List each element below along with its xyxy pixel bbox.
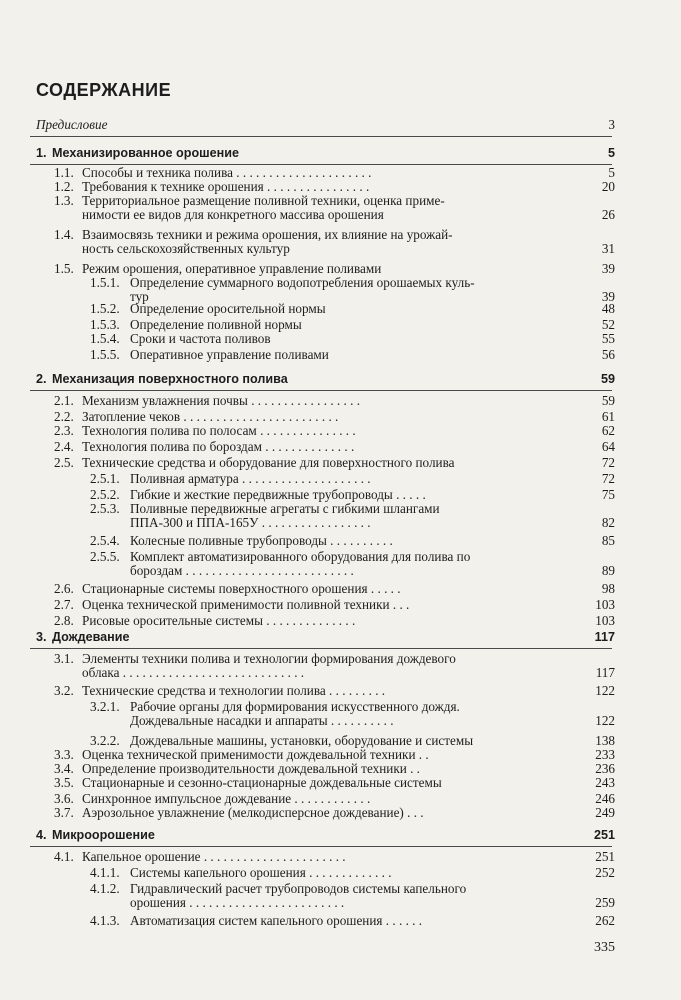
chapter-number: 4.: [36, 828, 47, 842]
chapter-number: 3.: [36, 630, 47, 644]
title-line: Сроки и частота поливов: [130, 331, 271, 346]
section-title: [82, 598, 409, 612]
title-line: Капельное орошение . . . . . . . . . . . . . . . . . . . . . .: [82, 849, 346, 864]
title-line: Режим орошения, оперативное управление поливами: [82, 261, 382, 276]
section-title: [82, 456, 455, 470]
divider: [30, 136, 612, 137]
section-title: [82, 748, 429, 762]
section-number: 3.6.: [54, 791, 74, 806]
title-line: Поливные передвижные агрегаты с гибкими шлангами: [130, 501, 440, 516]
page-number: 122: [595, 683, 615, 698]
page-number: 5: [607, 146, 615, 160]
title-line: Определение поливной нормы: [130, 317, 302, 332]
page-number: 98: [601, 581, 615, 596]
page-number: 251: [595, 849, 615, 864]
section-number: 2.3.: [54, 423, 74, 438]
section-title: [82, 228, 453, 256]
page-number: 26: [601, 207, 615, 222]
section-number: 2.5.5.: [90, 549, 120, 564]
section-title: [82, 582, 401, 596]
page-number: 246: [595, 791, 615, 806]
title-line: Системы капельного орошения . . . . . . . . . . . . .: [130, 865, 392, 880]
section-title: [130, 318, 302, 332]
title-line: Затопление чеков . . . . . . . . . . . . . . . . . . . . . . . .: [82, 409, 339, 424]
divider: [30, 390, 612, 391]
section-title: [82, 762, 420, 776]
section-number: 1.5.1.: [90, 275, 120, 290]
chapter-title: Механизация поверхностного полива: [52, 372, 288, 386]
folio: 335: [594, 940, 615, 955]
section-number: 3.3.: [54, 747, 74, 762]
section-title: [82, 684, 385, 698]
page-number: 39: [601, 289, 615, 304]
chapter-title: Механизированное орошение: [52, 146, 239, 160]
page-title: СОДЕРЖАНИЕ: [36, 80, 172, 100]
page-number: 61: [601, 409, 615, 424]
page-number: 249: [595, 805, 615, 820]
section-number: 3.4.: [54, 761, 74, 776]
section-number: 4.1.3.: [90, 913, 120, 928]
title-line: Определение оросительной нормы: [130, 301, 326, 316]
title-line: Синхронное импульсное дождевание . . . . . . . . . . . .: [82, 791, 371, 806]
section-title: [82, 180, 369, 194]
title-line: Взаимосвязь техники и режима орошения, их влияние на урожай-: [82, 227, 453, 242]
page-number: 75: [601, 487, 615, 502]
section-number: 2.1.: [54, 393, 74, 408]
chapter-number: 1.: [36, 146, 47, 160]
page-number: 89: [601, 563, 615, 578]
title-line: Колесные поливные трубопроводы . . . . . . . . . .: [130, 533, 393, 548]
page-number: 243: [595, 775, 615, 790]
section-title: [130, 502, 440, 530]
title-line: бороздам . . . . . . . . . . . . . . . . . . . . . . . . . .: [130, 563, 354, 578]
section-number: 2.5.2.: [90, 487, 120, 502]
title-line: Оценка технической применимости поливной техники . . .: [82, 597, 410, 612]
section-title: [130, 276, 475, 304]
section-title: [82, 806, 424, 820]
title-line: Оценка технической применимости дождевальной техники . .: [82, 747, 429, 762]
section-title: [130, 488, 426, 502]
section-number: 2.6.: [54, 581, 74, 596]
page-number: 103: [595, 597, 615, 612]
chapter-title: Дождевание: [52, 630, 130, 644]
title-line: Аэрозольное увлажнение (мелкодисперсное дождевание) . . .: [82, 805, 424, 820]
section-number: 2.5.1.: [90, 471, 120, 486]
page-number: 59: [601, 393, 615, 408]
page-number: 39: [601, 261, 615, 276]
section-number: 2.5.4.: [90, 533, 120, 548]
section-number: 1.4.: [54, 227, 74, 242]
section-title: [82, 652, 456, 680]
section-title: [130, 302, 326, 316]
title-line: тур: [130, 289, 149, 304]
section-number: 4.1.2.: [90, 881, 120, 896]
section-number: 4.1.: [54, 849, 74, 864]
title-line: Автоматизация систем капельного орошения . . . . . .: [130, 913, 423, 928]
section-number: 2.5.3.: [90, 501, 120, 516]
section-title: [130, 734, 473, 748]
section-title: [130, 550, 470, 578]
section-number: 3.1.: [54, 651, 74, 666]
title-line: орошения . . . . . . . . . . . . . . . . . . . . . . . .: [130, 895, 345, 910]
section-title: [82, 792, 370, 806]
section-number: 3.2.: [54, 683, 74, 698]
title-line: Гибкие и жесткие передвижные трубопроводы . . . . .: [130, 487, 426, 502]
title-line: Технические средства и технологии полива . . . . . . . . .: [82, 683, 386, 698]
title-line: ность сельскохозяйственных культур: [82, 241, 290, 256]
page-number: 117: [595, 665, 615, 680]
section-title: [130, 866, 392, 880]
section-number: 3.5.: [54, 775, 74, 790]
section-number: 1.2.: [54, 179, 74, 194]
title-line: Комплект автоматизированного оборудования для полива по: [130, 549, 471, 564]
page-number: 55: [601, 331, 615, 346]
title-line: Оперативное управление поливами: [130, 347, 329, 362]
title-line: нимости ее видов для конкретного массива орошения: [82, 207, 384, 222]
page-number: 5: [608, 165, 615, 180]
title-line: Элементы техники полива и технологии формирования дождевого: [82, 651, 456, 666]
title-line: Дождевальные машины, установки, оборудование и системы: [130, 733, 474, 748]
section-title: [82, 166, 371, 180]
title-line: Механизм увлажнения почвы . . . . . . . . . . . . . . . . .: [82, 393, 360, 408]
section-number: 2.7.: [54, 597, 74, 612]
section-title: [82, 614, 355, 628]
section-title: [82, 410, 338, 424]
title-line: Технология полива по полосам . . . . . . . . . . . . . . .: [82, 423, 356, 438]
divider: [30, 846, 612, 847]
page-number: 252: [595, 865, 615, 880]
section-number: 2.2.: [54, 409, 74, 424]
page-number: 122: [595, 713, 615, 728]
title-line: облака . . . . . . . . . . . . . . . . . . . . . . . . . . . .: [82, 665, 305, 680]
chapter-title: Микроорошение: [52, 828, 155, 842]
page-number: 31: [601, 241, 615, 256]
chapter-number: 2.: [36, 372, 47, 386]
title-line: Поливная арматура . . . . . . . . . . . . . . . . . . . .: [130, 471, 371, 486]
page-number: 52: [601, 317, 615, 332]
divider: [30, 648, 612, 649]
section-number: 1.3.: [54, 193, 74, 208]
section-title: [82, 262, 381, 276]
section-title: [130, 348, 329, 362]
page-number: 138: [595, 733, 615, 748]
section-number: 3.7.: [54, 805, 74, 820]
title-line: Рабочие органы для формирования искусственного дождя.: [130, 699, 460, 714]
title-line: Определение суммарного водопотребления орошаемых куль-: [130, 275, 475, 290]
title-line: Технология полива по бороздам . . . . . . . . . . . . . .: [82, 439, 355, 454]
page-number: 262: [595, 913, 615, 928]
section-number: 1.5.2.: [90, 301, 120, 316]
page-number: 59: [600, 372, 615, 386]
section-number: 2.8.: [54, 613, 74, 628]
section-number: 1.5.3.: [90, 317, 120, 332]
section-title: [82, 850, 346, 864]
page-number: 117: [594, 630, 615, 644]
title-line: Территориальное размещение поливной техники, оценка приме-: [82, 193, 445, 208]
page-number: 72: [601, 471, 615, 486]
section-title: [82, 194, 445, 222]
title-line: Требования к технике орошения . . . . . . . . . . . . . . . .: [82, 179, 370, 194]
section-number: 2.5.: [54, 455, 74, 470]
page-number: 259: [595, 895, 615, 910]
section-title: [82, 424, 356, 438]
page-number: 48: [601, 301, 615, 316]
section-title: [130, 914, 422, 928]
title-line: Стационарные и сезонно-стационарные дождевальные системы: [82, 775, 442, 790]
section-number: 3.2.1.: [90, 699, 120, 714]
section-number: 2.4.: [54, 439, 74, 454]
section-number: 4.1.1.: [90, 865, 120, 880]
page-number: 64: [601, 439, 615, 454]
section-title: [130, 882, 466, 910]
section-title: [82, 440, 354, 454]
title-line: Определение производительности дождевальной техники . .: [82, 761, 420, 776]
section-title: [130, 700, 460, 728]
section-title: [130, 534, 393, 548]
preface-title: Предисловие: [36, 117, 108, 132]
page-number: 20: [601, 179, 615, 194]
page-number: 233: [595, 747, 615, 762]
section-number: 1.5.5.: [90, 347, 120, 362]
title-line: Гидравлический расчет трубопроводов системы капельного: [130, 881, 467, 896]
section-number: 1.5.4.: [90, 331, 120, 346]
title-line: Технические средства и оборудование для поверхностного полива: [82, 455, 455, 470]
title-line: ППА-300 и ППА-165У . . . . . . . . . . . . . . . . .: [130, 515, 371, 530]
title-line: Дождевальные насадки и аппараты . . . . . . . . . .: [130, 713, 394, 728]
page-number: 3: [608, 117, 615, 132]
page-number: 251: [593, 828, 615, 842]
page-number: 56: [601, 347, 615, 362]
section-title: [130, 472, 371, 486]
section-title: [82, 776, 442, 790]
section-number: 1.1.: [54, 165, 74, 180]
page-number: 85: [601, 533, 615, 548]
section-title: [130, 332, 271, 346]
title-line: Способы и техника полива . . . . . . . . . . . . . . . . . . . . .: [82, 165, 372, 180]
section-number: 3.2.2.: [90, 733, 120, 748]
title-line: Рисовые оросительные системы . . . . . . . . . . . . . .: [82, 613, 356, 628]
page-number: 103: [595, 613, 615, 628]
page-number: 72: [601, 455, 615, 470]
section-number: 1.5.: [54, 261, 74, 276]
page-number: 236: [595, 761, 615, 776]
section-title: [82, 394, 360, 408]
page-number: 62: [601, 423, 615, 438]
title-line: Стационарные системы поверхностного орошения . . . . .: [82, 581, 401, 596]
page-number: 82: [601, 515, 615, 530]
